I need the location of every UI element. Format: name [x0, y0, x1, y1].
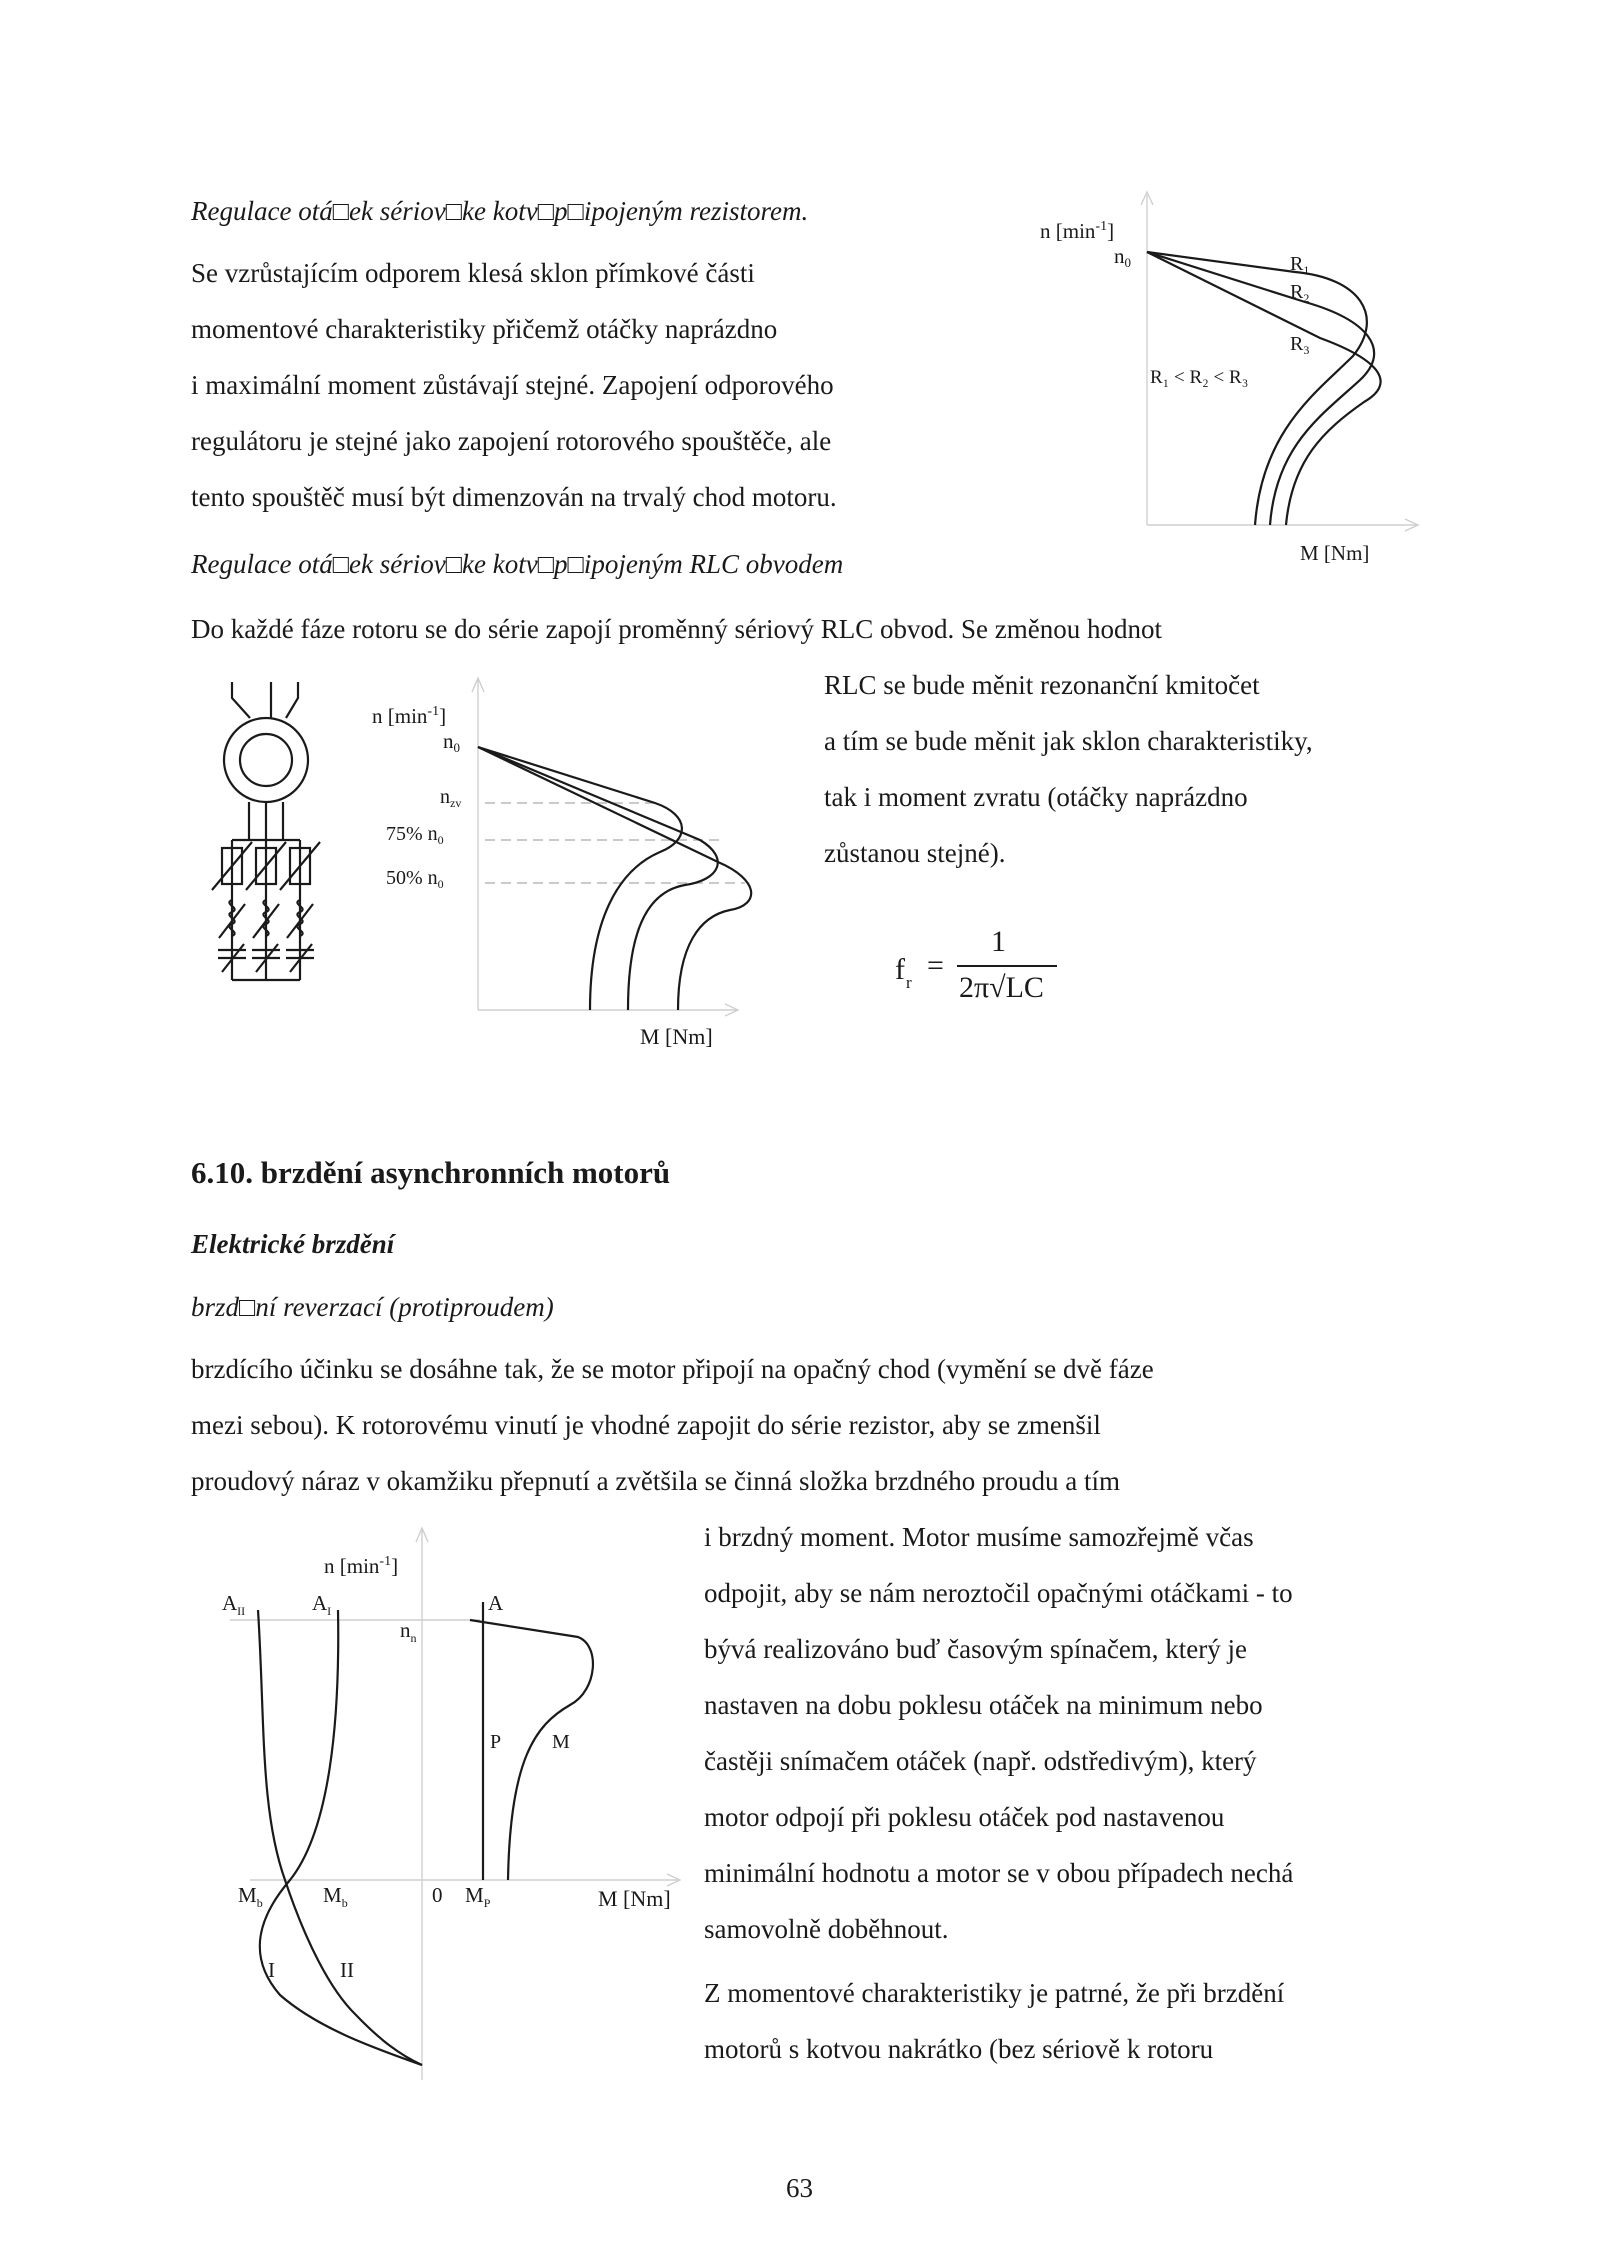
- svg-text:Mb: [238, 1883, 263, 1910]
- rlc-branch: [212, 840, 252, 980]
- svg-text:R1: [1290, 253, 1309, 277]
- paragraph-line: Do každé fáze rotoru se do série zapojí proměnný sériový RLC obvod. Se změnou hodnot: [191, 614, 1162, 644]
- svg-text:n [min-1]: [324, 1554, 398, 1578]
- fig1-n0: n: [1114, 244, 1125, 268]
- svg-text:n [min-1]: [372, 704, 446, 728]
- fig1-n0-sub: 0: [1124, 255, 1131, 270]
- fig3-ylabel-sup: -1: [379, 1554, 392, 1569]
- fig3-mb2-sub: b: [256, 1896, 263, 1910]
- fig2-xlabel: M [Nm]: [640, 1024, 713, 1049]
- svg-text:n0: [1114, 244, 1131, 270]
- fig1-r1-sub: 1: [1303, 263, 1310, 277]
- fig3-mb1: M: [323, 1883, 342, 1907]
- fig1-ylabel: n [min: [1040, 219, 1096, 243]
- fraction-bar: [957, 965, 1057, 967]
- paragraph-line: odpojit, aby se nám neroztočil opačnými otáčkami - to: [704, 1578, 1293, 1608]
- fig2-n0-sub: 0: [453, 740, 460, 755]
- paragraph-line: regulátoru je stejné jako zapojení rotorového spouštěče, ale: [191, 426, 832, 456]
- fig2-ylabel-end: ]: [439, 704, 447, 728]
- fig3-a: A: [488, 1591, 504, 1615]
- fig3-mp-sub: P: [483, 1896, 491, 1910]
- fig2-ylabel: n [min: [372, 704, 428, 728]
- paragraph-line: i brzdný moment. Motor musíme samozřejmě včas: [704, 1522, 1254, 1552]
- formula-lhs: f: [895, 953, 905, 986]
- fig3-mb1-sub: b: [341, 1896, 348, 1910]
- paragraph-line: brzdícího účinku se dosáhne tak, že se motor připojí na opačný chod (vymění se dvě fáze: [191, 1354, 1154, 1384]
- fig2-p50: 50% n: [386, 867, 438, 889]
- paragraph-line: a tím se bude měnit jak sklon charakteristiky,: [824, 726, 1313, 756]
- svg-text:R2: [1290, 281, 1309, 305]
- fig3-nn-sub: n: [410, 1631, 417, 1645]
- paragraph-line: momentové charakteristiky přičemž otáčky naprázdno: [191, 314, 778, 344]
- svg-text:R3: [1290, 333, 1309, 357]
- paragraph-line: zůstanou stejné).: [824, 838, 1006, 868]
- subsubsection-title-reversal: brzd□ní reverzací (protiproudem): [191, 1292, 554, 1322]
- fig2-n0: n: [443, 729, 454, 753]
- paragraph-line: samovolně doběhnout.: [704, 1914, 949, 1944]
- formula-numerator: 1: [991, 925, 1006, 958]
- fig3-curve-i: I: [268, 1958, 275, 1982]
- svg-text:50% n0: [386, 867, 444, 891]
- paragraph-line: tento spouštěč musí být dimenzován na trvalý chod motoru.: [191, 482, 837, 512]
- fig1-r2-sub: 2: [1303, 291, 1310, 305]
- fig3-a1: A: [312, 1591, 328, 1615]
- fig1-relation: R₁ < R₂ < R₃: [1150, 367, 1249, 388]
- resonance-formula: [895, 925, 1065, 1015]
- fig3-zero: 0: [432, 1883, 443, 1907]
- svg-text:n [min-1]: [1040, 219, 1114, 243]
- fig2-nzv: n: [440, 786, 450, 808]
- fig3-xlabel: M [Nm]: [598, 1886, 671, 1911]
- fig2-p75-sub: 0: [437, 833, 444, 847]
- fig1-r3-sub: 3: [1303, 343, 1310, 357]
- fig3-ylabel: n [min: [324, 1554, 380, 1578]
- fig2-ylabel-sup: -1: [427, 704, 440, 719]
- fig3-mb2: M: [238, 1883, 257, 1907]
- rlc-branch: [280, 840, 320, 980]
- paragraph-line: Z momentové charakteristiky je patrné, že při brzdění: [704, 1978, 1285, 2008]
- paragraph-line: motorů s kotvou nakrátko (bez sériově k rotoru: [704, 2034, 1214, 2064]
- page-number: 63: [786, 2173, 813, 2203]
- section-heading-resistor: Regulace otá□ek sériov□ke kotv□p□ipojeným rezistorem.: [191, 196, 809, 226]
- fig2-p75: 75% n: [386, 823, 438, 845]
- fig2-nzv-sub: zv: [450, 796, 462, 810]
- paragraph-line: minimální hodnotu a motor se v obou případech nechá: [704, 1858, 1294, 1888]
- fig3-a1-sub: I: [327, 1604, 332, 1618]
- paragraph-line: RLC se bude měnit rezonanční kmitočet: [824, 670, 1260, 700]
- formula-lhs-sub: r: [906, 973, 912, 992]
- section-heading-rlc: Regulace otá□ek sériov□ke kotv□p□ipojeným RLC obvodem: [191, 549, 844, 579]
- fig1-r1: R: [1290, 253, 1304, 275]
- paragraph-line: Se vzrůstajícím odporem klesá sklon přímkové části: [191, 258, 755, 288]
- paragraph-line: nastaven na dobu poklesu otáček na minimum nebo: [704, 1690, 1263, 1720]
- fig2-p50-sub: 0: [437, 877, 444, 891]
- fig1-r2: R: [1290, 281, 1304, 303]
- rlc-branch: [246, 840, 286, 980]
- svg-text:nzv: [440, 786, 461, 810]
- fig1-ylabel-sup: -1: [1095, 219, 1108, 234]
- fig3-a2-sub: II: [237, 1604, 246, 1618]
- svg-text:Mb: [323, 1883, 348, 1910]
- fig3-mp: M: [465, 1883, 484, 1907]
- fig3-a2: A: [222, 1591, 238, 1615]
- svg-text:75% n0: [386, 823, 444, 847]
- paragraph-line: častěji snímačem otáček (např. odstředivým), který: [704, 1746, 1257, 1776]
- svg-text:nn: [400, 1618, 417, 1645]
- fig3-m: M: [552, 1731, 570, 1753]
- svg-text:MP: [465, 1883, 491, 1910]
- svg-text:AI: [312, 1591, 331, 1618]
- fig1-xlabel: M [Nm]: [1300, 541, 1370, 565]
- fig3-ylabel-end: ]: [391, 1554, 399, 1578]
- paragraph-line: motor odpojí při poklesu otáček pod nastavenou: [704, 1802, 1225, 1832]
- paragraph-line: proudový náraz v okamžiku přepnutí a zvětšila se činná složka brzdného proudu a tím: [191, 1466, 1120, 1496]
- fig3-curve-ii: II: [340, 1958, 354, 1982]
- fig3-nn: n: [400, 1618, 411, 1642]
- paragraph-line: mezi sebou). K rotorovému vinutí je vhodné zapojit do série rezistor, aby se zmenšil: [191, 1410, 1101, 1440]
- fig1-ylabel-end: ]: [1107, 219, 1115, 243]
- paragraph-line: i maximální moment zůstávají stejné. Zapojení odporového: [191, 370, 834, 400]
- svg-text:AII: [222, 1591, 245, 1618]
- svg-text:n0: [443, 729, 460, 755]
- paragraph-line: tak i moment zvratu (otáčky naprázdno: [824, 782, 1248, 812]
- fig1-r3: R: [1290, 333, 1304, 355]
- formula-denominator: 2π√LC: [959, 971, 1044, 1004]
- fig3-p: P: [490, 1731, 502, 1753]
- section-title-braking: 6.10. brzdění asynchronních motorů: [191, 1155, 671, 1190]
- paragraph-line: bývá realizováno buď časovým spínačem, který je: [704, 1634, 1248, 1664]
- subsection-title-electric: Elektrické brzdění: [191, 1229, 395, 1259]
- formula-eq: =: [927, 949, 944, 982]
